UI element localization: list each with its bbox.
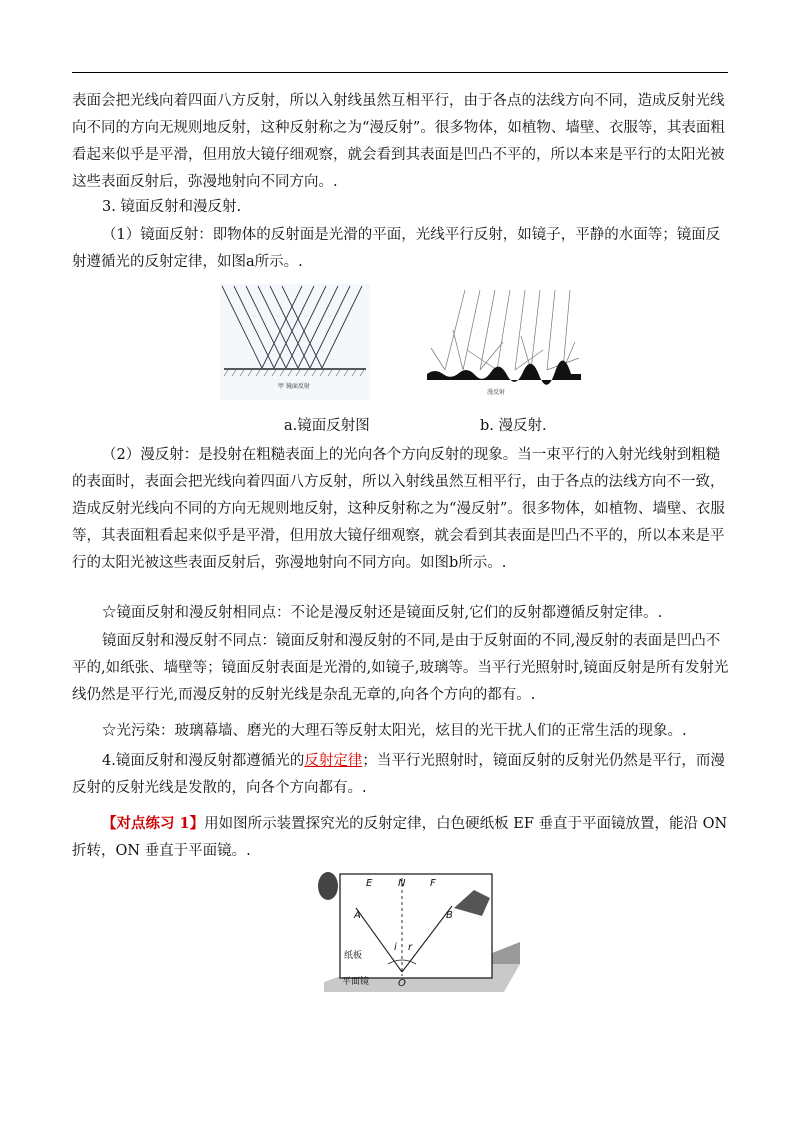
specular-reflection-figure	[220, 284, 370, 400]
diffuse-reflection-figure	[425, 290, 585, 400]
paragraph-text: （1）镜面反射：即物体的反射面是光滑的平面，光线平行反射，如镜子，平静的水面等；镜面反射遵循光的反射定律，如图a所示。.	[72, 227, 721, 270]
point-4	[72, 748, 732, 802]
exercise-1	[72, 810, 732, 865]
exercise-tag: 【对点练习 1】	[102, 815, 205, 832]
caption-b: b. 漫反射.	[480, 418, 547, 434]
label-O: O	[398, 978, 406, 989]
section-heading: 3. 镜面反射和漫反射.	[102, 199, 242, 215]
paragraph-text: ☆光污染：玻璃幕墙、磨光的大理石等反射太阳光，炫目的光干扰人们的正常生活的现象。.	[102, 723, 687, 739]
light-pollution	[72, 718, 732, 745]
reflection-apparatus-figure	[314, 872, 524, 1008]
paragraph-text: （2）漫反射：是投射在粗糙表面上的光向各个方向反射的现象。当一束平行的入射光线射到粗糙的表面时，表面会把光线向着四面八方反射，所以入射线虽然互相平行，由于各点的法线方向不一致，造成反射光线向不同的方向无规则地反射，这种反射称之为“漫反射”。很多物体，如植物、墙壁、衣服等，其表面粗看起来似乎是平滑，但用放大镜仔细观察，就会看到其表面是凹凸不平的，所以本来是平行的太阳光被这些表面反射后，弥漫地射向不同方向。如图b所示。.	[72, 447, 725, 571]
point4-suffix: ；当平行光照射时，镜面反射的反射光仍然是平行，而漫反射的反射光线是发散的，向各个方向都有。.	[72, 753, 725, 796]
paragraph-diffuse-intro	[72, 88, 732, 196]
label-A: A	[354, 910, 361, 921]
paragraph-diffuse-reflection	[72, 442, 732, 577]
label-F: F	[430, 878, 436, 889]
difference-point	[72, 628, 732, 709]
fig-a-label: 甲 镜面反射	[278, 383, 310, 390]
paragraph-text	[72, 810, 732, 865]
label-N: N	[398, 878, 406, 889]
header-rule	[72, 72, 728, 73]
figure-row	[220, 284, 580, 404]
paragraph-text: ☆镜面反射和漫反射相同点：不论是漫反射还是镜面反射,它们的反射都遵循反射定律。.	[102, 605, 663, 621]
label-E: E	[366, 878, 373, 889]
paragraph-text: 表面会把光线向着四面八方反射，所以入射线虽然互相平行，由于各点的法线方向不同，造成反射光线向不同的方向无规则地反射，这种反射称之为“漫反射”。很多物体，如植物、墙壁、衣服等，其表面粗看起来似乎是平滑，但用放大镜仔细观察，就会看到其表面是凹凸不平的，所以本来是平行的太阳光被这些表面反射后，弥漫地射向不同方向。.	[72, 93, 725, 190]
exercise-text: 用如图所示装置探究光的反射定律，白色硬纸板 EF 垂直于平面镜放置，能沿 ON 折转，ON 垂直于平面镜。.	[72, 816, 728, 859]
label-board: 纸板	[344, 951, 363, 961]
label-r: r	[408, 942, 413, 953]
same-point	[72, 600, 732, 627]
point4-prefix: 4.镜面反射和漫反射都遵循光的	[102, 753, 305, 769]
law-of-reflection-link[interactable]: 反射定律	[304, 753, 363, 769]
paragraph-text	[72, 748, 732, 802]
paragraph-text: 镜面反射和漫反射不同点：镜面反射和漫反射的不同,是由于反射面的不同,漫反射的表面是凹凸不平的,如纸张、墙壁等；镜面反射表面是光滑的,如镜子,玻璃等。当平行光照射时,镜面反射是所有发射光线仍然是平行光,而漫反射的反射光线是杂乱无章的,向各个方向的都有。.	[72, 633, 729, 703]
paragraph-mirror-reflection	[72, 222, 732, 276]
fig-b-label: 漫反射	[487, 389, 506, 396]
caption-a: a.镜面反射图	[284, 418, 370, 434]
label-mirror: 平面镜	[342, 977, 370, 987]
label-B: B	[446, 910, 453, 921]
label-i: i	[394, 942, 397, 953]
section-3	[72, 194, 732, 221]
